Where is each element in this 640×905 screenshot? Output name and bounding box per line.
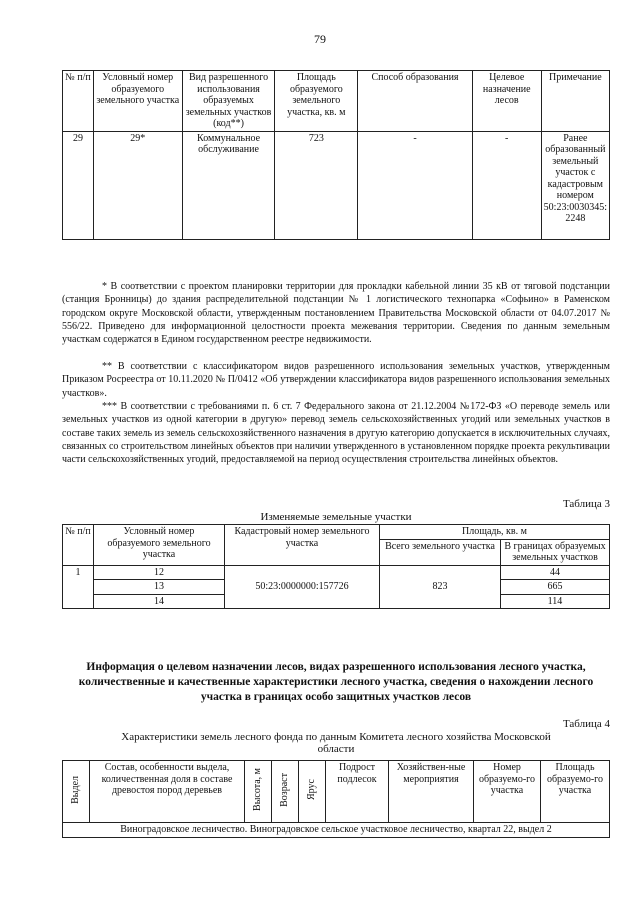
table-cell: 823: [380, 565, 501, 609]
table-row: [63, 565, 610, 580]
header-cell: Условный номер образуемого земельного участка: [94, 525, 225, 566]
vertical-header: Возраст: [279, 772, 291, 807]
vertical-header: Выдел: [70, 775, 82, 804]
table-cell: Ранее образованный земельный участок с кадастровым номером 50:23:0030345: 2248: [541, 131, 609, 239]
header-cell: [272, 761, 299, 823]
table-cell: 29: [63, 131, 94, 239]
header-cell: Номер образуемо-го участка: [474, 761, 541, 823]
header-cell: № п/п: [63, 71, 94, 132]
header-cell: Целевое назначение лесов: [472, 71, 541, 132]
header-cell: Условный номер образуемого земельного участка: [93, 71, 182, 132]
footnote-3: *** В соответствии с требованиями п. 6 ст. 7 Федерального закона от 21.12.2004 №172-ФЗ «О переводе земель или земельных участков из одной категории в другую» перевод земель сельскохозяйственных угодий или земельных участков в составе таких земель из земель сельскохозяйственного назначения в другую категорию допускается в исключительных случаях, связанных со строительством линейных объектов при наличии утвержденного в установленном порядке проекта рекультивации части сельскохозяйственных угодий, предоставляемой на период осуществления строительства линейных объектов.: [62, 401, 610, 466]
table-row: [63, 131, 610, 239]
table-cell: 1: [63, 565, 94, 609]
header-cell: Кадастровый номер земельного участка: [225, 525, 380, 566]
table-cell: 50:23:0000000:157726: [225, 565, 380, 609]
header-cell: Хозяйствен-ные мероприятия: [389, 761, 474, 823]
header-cell: Вид разрешенного использования образуемых земельных участков (код**): [182, 71, 275, 132]
header-cell: [299, 761, 326, 823]
header-cell: № п/п: [63, 525, 94, 566]
table-cell: 44: [501, 565, 610, 580]
table-cell: -: [358, 131, 473, 239]
table-cell: 12: [94, 565, 225, 580]
section-heading: Информация о целевом назначении лесов, видах разрешенного использования лесного участка, количественные и качественные характеристики лесного участка, сведения о нахождении лесного участка в границах особо защитных участков лесов: [78, 661, 594, 703]
table-cell: 29*: [93, 131, 182, 239]
header-cell: Состав, особенности выдела, количественная доля в составе древостоя пород деревьев: [90, 761, 245, 823]
table4-title: Характеристики земель лесного фонда по данным Комитета лесного хозяйства Московской области: [121, 731, 551, 755]
header-cell: Способ образования: [358, 71, 473, 132]
table-header-row: [63, 71, 610, 132]
forest-land-table: [62, 760, 610, 838]
page-number: 79: [314, 32, 326, 46]
table-cell: -: [472, 131, 541, 239]
header-cell: [63, 761, 90, 823]
vertical-header: Ярус: [306, 779, 318, 801]
table-cell: Виноградовское лесничество. Виноградовское сельское участковое лесничество, квартал 22, выдел 2: [63, 823, 610, 838]
header-cell: Площадь образуемого земельного участка, кв. м: [275, 71, 358, 132]
table4-label: Таблица 4: [562, 718, 610, 730]
table-cell: 114: [501, 594, 610, 609]
table-cell: 14: [94, 594, 225, 609]
table-cell: 13: [94, 580, 225, 595]
table-header-row: [63, 525, 610, 540]
changed-plots-table: [62, 524, 610, 609]
header-cell: [245, 761, 272, 823]
footnote-1: * В соответствии с проектом планировки территории для прокладки кабельной линии 35 кВ от тяговой подстанции (станция Бронницы) до здания распределительной подстанции № 1 логистического технопарка «Софьино» в Раменском городском округе Московской области, утвержденным постановлением Правительства Московской области от 04.07.2017 № 556/22. Приведено для информационной целостности проекта межевания территории. Сведения по данным земельным участкам содержатся в Едином государственном реестре недвижимости.: [62, 281, 610, 346]
table-cell: 723: [275, 131, 358, 239]
table-header-row: [63, 761, 610, 823]
land-plots-table: [62, 70, 610, 240]
header-cell: Площадь, кв. м: [380, 525, 610, 540]
table3-title: Изменяемые земельные участки: [260, 511, 412, 523]
table-cell: Коммунальное обслуживание: [182, 131, 275, 239]
header-cell: Всего земельного участка: [380, 539, 501, 565]
header-cell: В границах образуемых земельных участков: [501, 539, 610, 565]
table3-label: Таблица 3: [562, 498, 610, 510]
header-cell: Примечание: [541, 71, 609, 132]
header-cell: Площадь образуемо-го участка: [541, 761, 610, 823]
table-cell: 665: [501, 580, 610, 595]
header-cell: Подрост подлесок: [326, 761, 389, 823]
footnote-2: ** В соответствии с классификатором видов разрешенного использования земельных участков, утвержденным Приказом Росреестра от 10.11.2020 № П/0412 «Об утверждении классификатора видов разрешенного использования земельных участков».: [62, 361, 610, 399]
vertical-header: Высота, м: [252, 768, 264, 812]
table-row: [63, 823, 610, 838]
